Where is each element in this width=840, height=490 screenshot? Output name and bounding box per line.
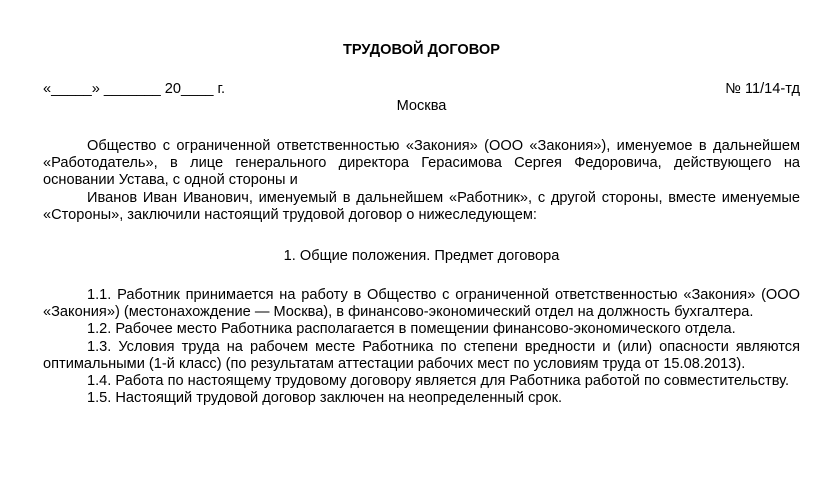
date-number-line [43, 81, 800, 99]
clause-1-3: 1.3. Условия труда на рабочем месте Работника по степени вредности и (или) опасности являются оптимальными (1-й класс) (по результатам аттестации рабочих мест по условиям труда от 15.08.2013). [43, 338, 800, 372]
contract-date-placeholder: «_____» _______ 20____ г. [43, 81, 226, 97]
contract-number: № 11/14-тд [725, 81, 800, 97]
preamble-employee-paragraph: Иванов Иван Иванович, именуемый в дальнейшем «Работник», с другой стороны, вместе именуемые «Стороны», заключили настоящий трудовой договор о нижеследующем: [43, 189, 800, 223]
clause-1-5: 1.5. Настоящий трудовой договор заключен на неопределенный срок. [87, 390, 563, 407]
clause-1-2: 1.2. Рабочее место Работника располагается в помещении финансово-экономического отдела. [87, 321, 736, 338]
section-heading: 1. Общие положения. Предмет договора [283, 248, 560, 264]
section-clauses [43, 287, 800, 407]
preamble [43, 138, 800, 224]
clause-1-1: 1.1. Работник принимается на работу в Общество с ограниченной ответственностью «Закония» (ООО «Закония») (местонахождение — Москва), в финансово-экономический отдел на должность бухгалтера. [43, 287, 800, 321]
contract-city: Москва [396, 98, 447, 114]
preamble-employer-paragraph: Общество с ограниченной ответственностью «Закония» (ООО «Закония»), именуемое в дальнейшем «Работодатель», в лице генерального директора Герасимова Сергея Федоровича, действующего на основании Устава, с одной стороны и [43, 138, 800, 189]
document-title: ТРУДОВОЙ ДОГОВОР [342, 42, 501, 58]
clause-1-4: 1.4. Работа по настоящему трудовому договору является для Работника работой по совместительству. [87, 373, 790, 390]
